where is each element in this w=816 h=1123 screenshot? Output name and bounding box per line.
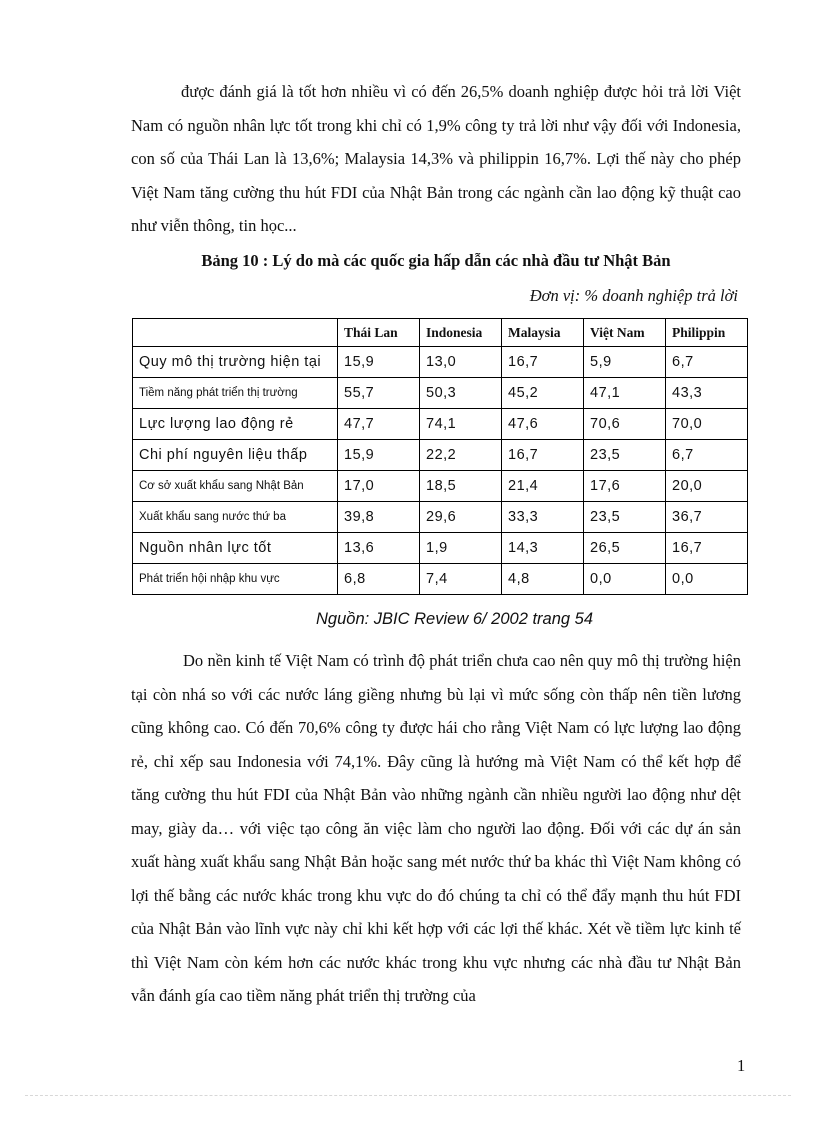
table-row [133,378,748,409]
table-cell: 20,0 [666,471,748,502]
table-cell: 6,7 [666,440,748,471]
table-cell: 0,0 [584,564,666,595]
table-cell: 17,0 [338,471,420,502]
header-cell [133,319,338,347]
table-cell: 16,7 [666,533,748,564]
table-cell: 14,3 [502,533,584,564]
table-cell: 4,8 [502,564,584,595]
table-row [133,533,748,564]
row-label: Phát triển hội nhập khu vực [133,564,338,595]
table-cell: 22,2 [420,440,502,471]
table-cell: 23,5 [584,440,666,471]
table-title: Bảng 10 : Lý do mà các quốc gia hấp dẫn các nhà đầu tư Nhật Bản [201,251,671,270]
table-cell: 15,9 [338,440,420,471]
page-number: 1 [737,1056,746,1075]
table-cell: 50,3 [420,378,502,409]
table-row [133,471,748,502]
row-label: Cơ sở xuất khẩu sang Nhật Bản [133,471,338,502]
table-cell: 6,7 [666,347,748,378]
table-cell: 0,0 [666,564,748,595]
table-cell: 55,7 [338,378,420,409]
table-cell: 13,6 [338,533,420,564]
table-cell: 21,4 [502,471,584,502]
table-cell: 23,5 [584,502,666,533]
table-cell: 6,8 [338,564,420,595]
table-cell: 70,0 [666,409,748,440]
table-cell: 5,9 [584,347,666,378]
table-cell: 39,8 [338,502,420,533]
header-cell: Philippin [666,319,748,347]
table-cell: 16,7 [502,440,584,471]
header-cell: Việt Nam [584,319,666,347]
row-label: Chi phí nguyên liệu thấp [133,440,338,471]
table-cell: 1,9 [420,533,502,564]
table-cell: 33,3 [502,502,584,533]
table-source: Nguồn: JBIC Review 6/ 2002 trang 54 [316,610,593,628]
table-row [133,564,748,595]
row-label: Lực lượng lao động rẻ [133,409,338,440]
row-label: Tiềm năng phát triển thị trường [133,378,338,409]
table-cell: 74,1 [420,409,502,440]
table-row [133,347,748,378]
table-cell: 47,7 [338,409,420,440]
table-cell: 13,0 [420,347,502,378]
page-footer-divider [25,1095,791,1096]
table-cell: 15,9 [338,347,420,378]
table-cell: 47,1 [584,378,666,409]
table-cell: 26,5 [584,533,666,564]
header-cell: Thái Lan [338,319,420,347]
table-row [133,409,748,440]
table-cell: 47,6 [502,409,584,440]
table-cell: 45,2 [502,378,584,409]
row-label: Xuất khẩu sang nước thứ ba [133,502,338,533]
table-cell: 43,3 [666,378,748,409]
header-cell: Malaysia [502,319,584,347]
table-cell: 29,6 [420,502,502,533]
table-cell: 16,7 [502,347,584,378]
table-header-row [133,319,748,347]
table-cell: 70,6 [584,409,666,440]
data-table [132,318,748,595]
table-row [133,502,748,533]
body-paragraph-2: Do nền kinh tế Việt Nam có trình độ phát triển chưa cao nên quy mô thị trường hiện tại còn nhá so với các nước láng giềng nhưng bù lại vì mức sống còn thấp nên tiền lương cũng không cao. Có đến 70,6% công ty được hái cho rằng Việt Nam có lực lượng lao động rẻ, chỉ xếp sau Indonesia với 74,1%. Đây cũng là hướng mà Việt Nam có thể kết hợp để tăng cường thu hút FDI của Nhật Bản vào những ngành cần nhiều người lao động như dệt may, giày da… với việc tạo công ăn việc làm cho người lao động. Đối với các dự án sản xuất hàng xuất khẩu sang Nhật Bản hoặc sang mét nước thứ ba khác thì Việt Nam không có lợi thế bằng các nước khác trong khu vực do đó chúng ta chỉ có thể đẩy mạnh thu hút FDI của Nhật Bản vào lĩnh vực này chỉ khi kết hợp với các lợi thế khác. Xét về tiềm lực kinh tế thì Việt Nam còn kém hơn các nước khác trong khu vực nhưng các nhà đầu tư Nhật Bản vẫn đánh gía cao tiềm năng phát triển thị trường của [131,651,741,1005]
table-cell: 17,6 [584,471,666,502]
table-row [133,440,748,471]
body-paragraph-1: được đánh giá là tốt hơn nhiều vì có đến 26,5% doanh nghiệp được hỏi trả lời Việt Nam có nguồn nhân lực tốt trong khi chỉ có 1,9% công ty trả lời như vậy đối với Indonesia, con số của Thái Lan là 13,6%; Malaysia 14,3% và philippin 16,7%. Lợi thế này cho phép Việt Nam tăng cường thu hút FDI của Nhật Bản trong các ngành cần lao động kỹ thuật cao như viễn thông, tin học... [131,82,741,235]
table-cell: 36,7 [666,502,748,533]
table-unit: Đơn vị: % doanh nghiệp trả lời [529,286,738,305]
header-cell: Indonesia [420,319,502,347]
row-label: Nguồn nhân lực tốt [133,533,338,564]
table-cell: 7,4 [420,564,502,595]
table-cell: 18,5 [420,471,502,502]
row-label: Quy mô thị trường hiện tại [133,347,338,378]
